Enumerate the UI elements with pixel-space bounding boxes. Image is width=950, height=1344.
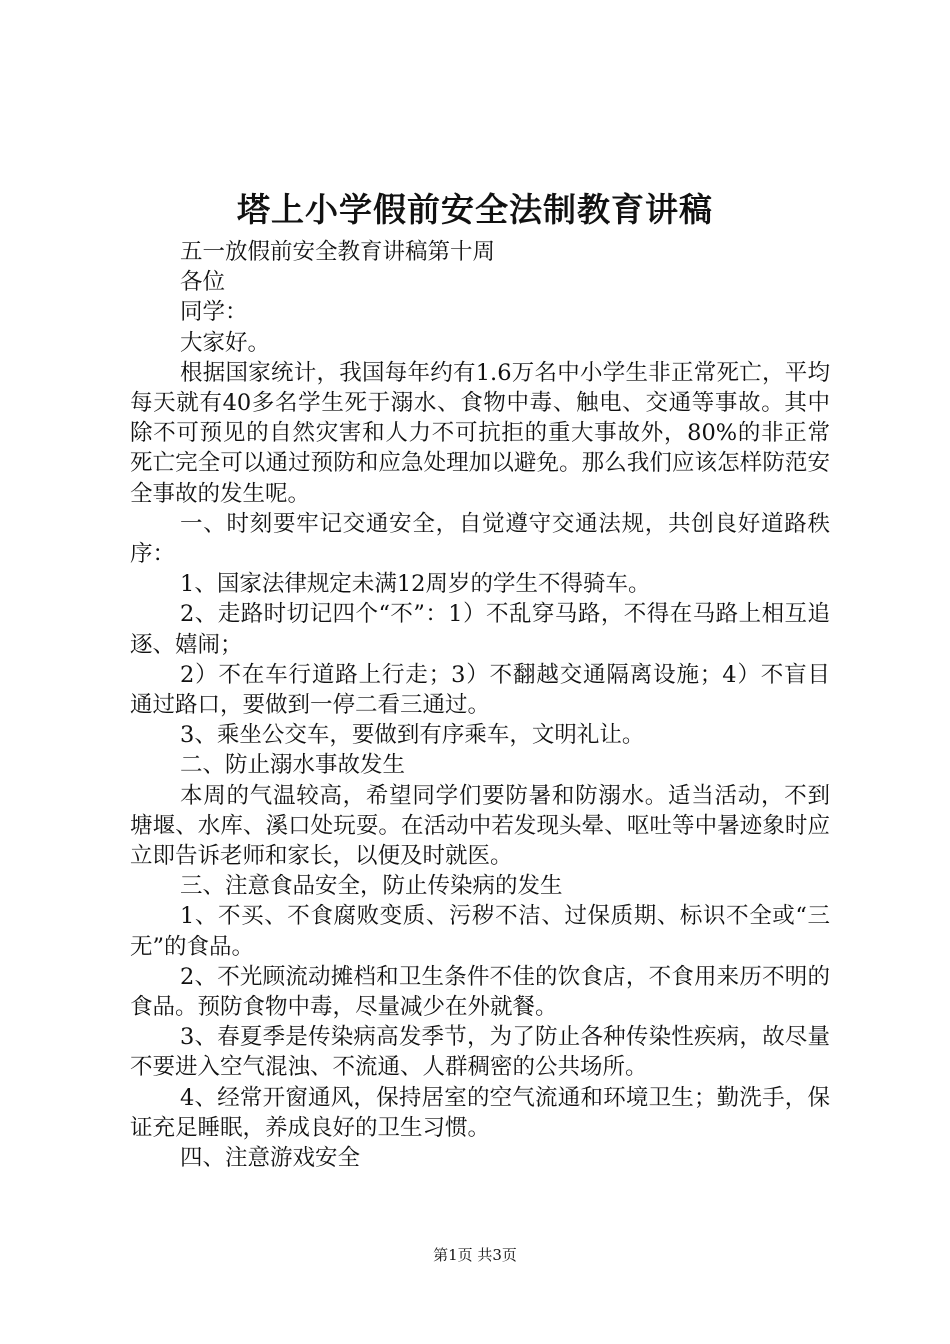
paragraph: 根据国家统计，我国每年约有1.6万名中小学生非正常死亡，平均每天就有40多名学生死于溺水、食物中毒、触电、交通等事故。其中除不可预见的自然灾害和人力不可抗拒的重大事故外，80%的非正常死亡完全可以通过预防和应急处理加以避免。那么我们应该怎样防范安全事故的发生呢。 [130,359,830,507]
paragraph: 2、不光顾流动摊档和卫生条件不佳的饮食店，不食用来历不明的食品。预防食物中毒，尽量减少在外就餐。 [130,963,830,1021]
paragraph: 五一放假前安全教育讲稿第十周 [180,239,496,265]
paragraph: 三、注意食品安全，防止传染病的发生 [180,873,563,900]
paragraph: 一、时刻要牢记交通安全，自觉遵守交通法规，共创良好道路秩序： [130,510,830,568]
document-body [130,237,830,1173]
paragraph: 3、乘坐公交车，要做到有序乘车，文明礼让。 [180,722,645,749]
paragraph: 本周的气温较高，希望同学们要防暑和防溺水。适当活动，不到塘堰、水库、溪口处玩耍。在活动中若发现头晕、呕吐等中暑迹象时应立即告诉老师和家长，以便及时就医。 [130,782,830,870]
paragraph: 二、防止溺水事故发生 [180,752,406,779]
document-title: 塔上小学假前安全法制教育讲稿 [237,190,713,229]
paragraph: 2、走路时切记四个“不”：1）不乱穿马路，不得在马路上相互追逐、嬉闹； [130,601,830,658]
paragraph: 各位 [180,269,226,296]
page-footer: 第1页 共3页 [433,1246,517,1264]
paragraph: 1、不买、不食腐败变质、污秽不洁、过保质期、标识不全或“三无”的食品。 [130,903,830,960]
paragraph: 大家好。 [180,329,271,356]
paragraph: 四、注意游戏安全 [180,1145,361,1172]
paragraph: 同学： [180,299,248,326]
paragraph: 4、经常开窗通风，保持居室的空气流通和环境卫生；勤洗手，保证充足睡眠，养成良好的卫生习惯。 [130,1084,830,1141]
paragraph: 1、国家法律规定未满12周岁的学生不得骑车。 [180,571,651,598]
paragraph: 3、春夏季是传染病高发季节，为了防止各种传染性疾病，故尽量不要进入空气混浊、不流通、人群稠密的公共场所。 [130,1024,830,1081]
paragraph: 2）不在车行道路上行走；3）不翻越交通隔离设施；4）不盲目通过路口，要做到一停二看三通过。 [130,661,830,719]
